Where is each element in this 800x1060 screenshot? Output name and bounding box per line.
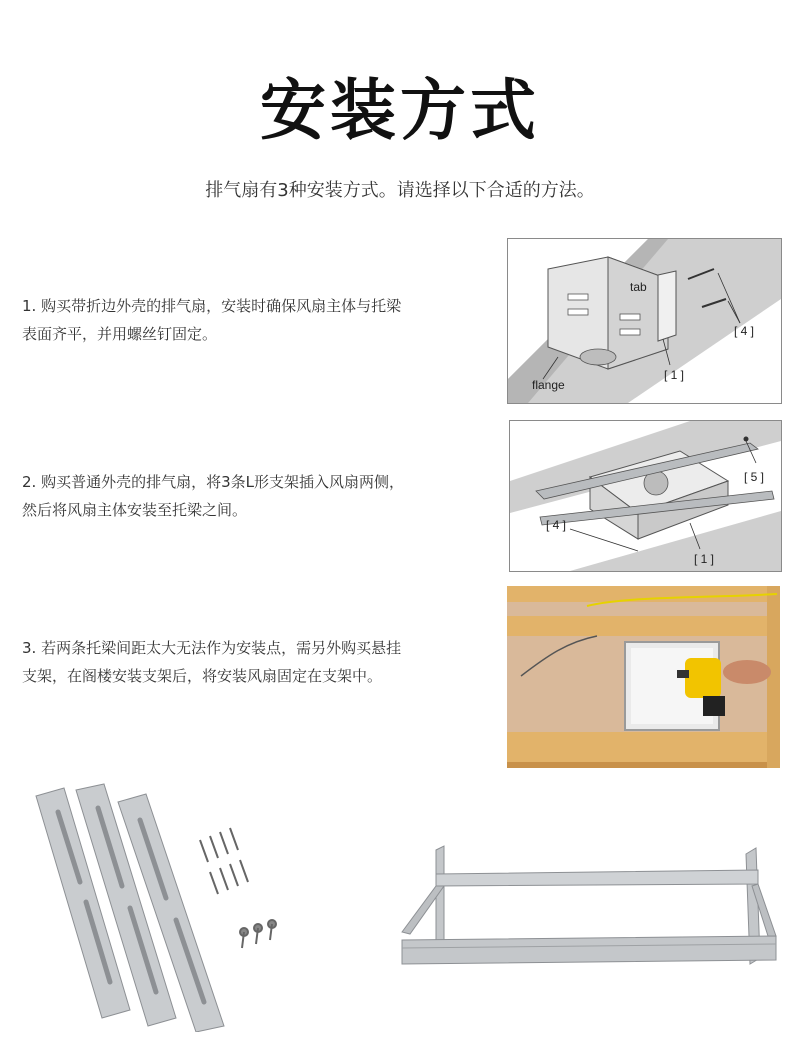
step-2-text bbox=[22, 468, 482, 524]
label-callout-4b: [ 4 ] bbox=[546, 518, 567, 532]
step-2-line-1: 2. 购买普通外壳的排气扇，将3条L形支架插入风扇两侧， bbox=[22, 473, 404, 491]
page-title: 安装方式 bbox=[260, 72, 540, 149]
hanging-bracket-frame bbox=[396, 840, 786, 980]
label-callout-5: [ 5 ] bbox=[744, 470, 765, 484]
label-tab: tab bbox=[630, 280, 647, 294]
page-subtitle: 排气扇有3种安装方式。请选择以下合适的方法。 bbox=[205, 180, 595, 201]
frame-shape bbox=[402, 846, 776, 964]
step-3-line-1: 3. 若两条托梁间距太大无法作为安装点，需另外购买悬挂 bbox=[22, 639, 402, 657]
step-3-text bbox=[22, 634, 482, 690]
screws-group bbox=[200, 828, 276, 948]
label-callout-1: [ 1 ] bbox=[664, 368, 685, 382]
label-callout-1b: [ 1 ] bbox=[694, 552, 715, 566]
step-1-line-2: 表面齐平，并用螺丝钉固定。 bbox=[22, 325, 218, 343]
screw-5 bbox=[744, 437, 749, 442]
step-2-line-2: 然后将风扇主体安装至托梁之间。 bbox=[22, 501, 248, 519]
wood-beam-middle bbox=[507, 616, 780, 636]
hand bbox=[723, 660, 771, 684]
bracket-strips-and-screws bbox=[30, 782, 280, 1032]
label-flange: flange bbox=[532, 378, 565, 392]
drill-installation-photo bbox=[507, 586, 780, 768]
step-1-text bbox=[22, 292, 482, 348]
diagram-flange-install bbox=[507, 238, 782, 404]
wood-beam-bottom bbox=[507, 732, 780, 762]
label-callout-4: [ 4 ] bbox=[734, 324, 755, 338]
step-3-line-2: 支架，在阁楼安装支架后，将安装风扇固定在支架中。 bbox=[22, 667, 383, 685]
step-1-line-1: 1. 购买带折边外壳的排气扇，安装时确保风扇主体与托梁 bbox=[22, 297, 402, 315]
diagram-bracket-install bbox=[509, 420, 782, 572]
